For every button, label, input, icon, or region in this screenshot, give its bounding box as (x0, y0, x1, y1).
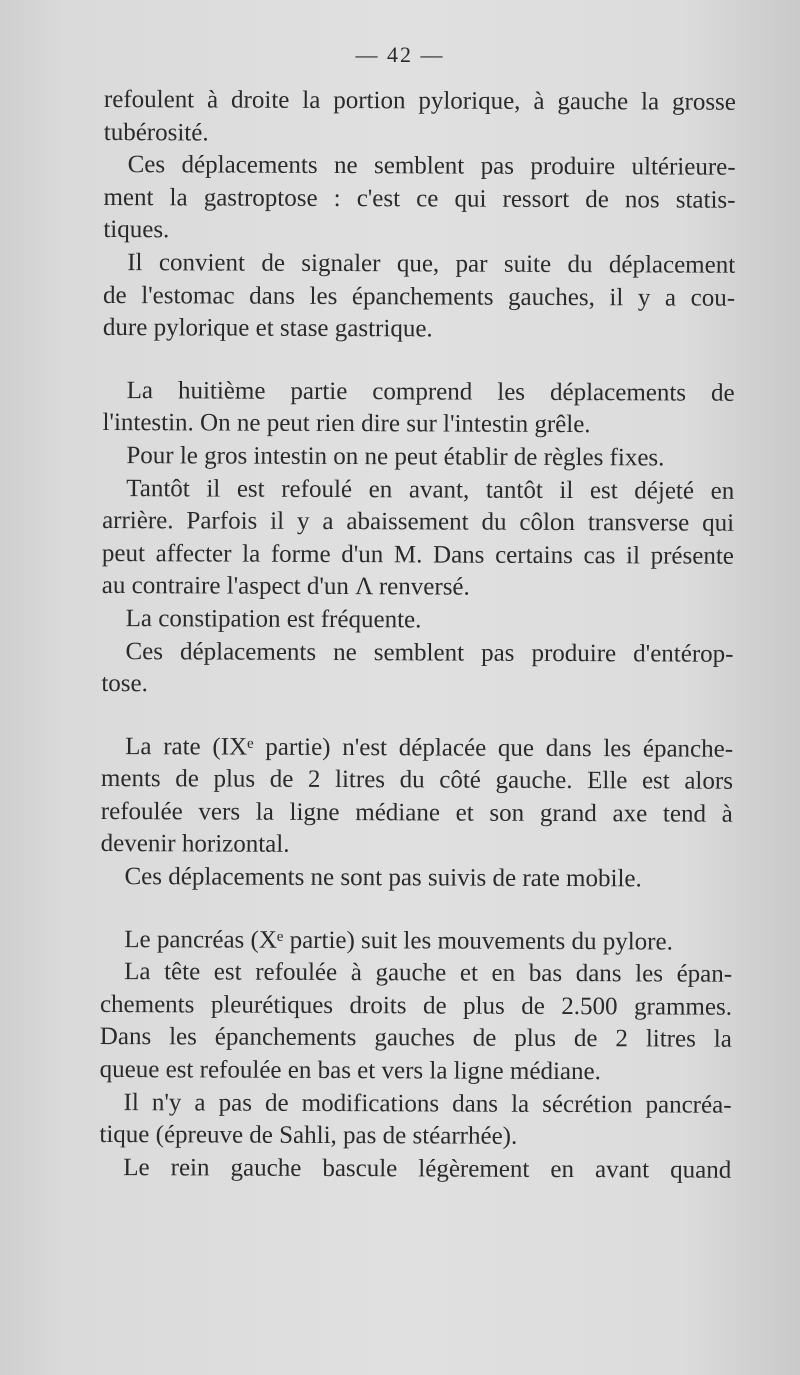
text-line: queue est refoulée en bas et vers la ligne médiane. (99, 1056, 601, 1086)
text-line: peut affecter la forme d'un M. Dans certains cas il présente (101, 539, 735, 570)
text-line: La huitième partie comprend les déplacements de (126, 376, 735, 407)
text-line: refoulée vers la ligne médiane et son grand axe tend à (100, 797, 733, 828)
text-line: Le pancréas (Xᵉ partie) suit les mouvements du pylore. (124, 925, 673, 956)
text-line: chements pleurétiques droits de plus de 2.500 grammes. (99, 990, 733, 1021)
text-line: l'intestin. On ne peut rien dire sur l'intestin grêle. (102, 409, 591, 439)
text-line: Pour le gros intestin on ne peut établir de règles fixes. (126, 442, 665, 472)
text-line: ments de plus de 2 litres du côté gauche. Elle est alors (100, 765, 734, 796)
text-line: tubérosité. (103, 118, 209, 147)
text-line: ment la gastroptose : c'est ce qui ressort de nos statis- (103, 183, 736, 214)
text-line: Dans les épanchements gauches de plus de 2 litres la (99, 1023, 732, 1054)
text-line: dure pylorique et stase gastrique. (102, 314, 433, 343)
text-line: Ces déplacements ne semblent pas produire ultérieure- (127, 151, 736, 181)
section-gap (100, 894, 732, 927)
text-line: Il convient de signaler que, par suite du déplacement (127, 249, 736, 279)
text-line: La tête est refoulée à gauche et en bas dans les épan- (124, 958, 733, 988)
text-line: au contraire l'aspect d'un Λ renversé. (101, 572, 470, 601)
page-number: — 42 — (355, 42, 445, 67)
text-line: tiques. (103, 216, 170, 244)
section-gap (103, 345, 735, 378)
text-line: tique (épreuve de Sahli, pas de stéarrhée). (99, 1121, 518, 1151)
text-line: Ces déplacements ne semblent pas produire d'entérop- (125, 637, 734, 668)
text-line: Il n'y a pas de modifications dans la sécrétion pancréa- (123, 1088, 732, 1119)
text-line: refoulent à droite la portion pylorique, à gauche la grosse (103, 85, 736, 116)
text-line: Le rein gauche bascule légèrement en avant quand (123, 1153, 732, 1184)
text-line: Tantôt il est refoulé en avant, tantôt il est déjeté en (126, 474, 735, 505)
text-line: Ces déplacements ne sont pas suivis de rate mobile. (124, 863, 642, 893)
section-gap (101, 701, 733, 734)
text-line: La constipation est fréquente. (125, 605, 422, 634)
body-text (99, 84, 736, 1187)
text-line: devenir horizontal. (100, 830, 290, 859)
text-line: de l'estomac dans les épanchements gauches, il y a cou- (103, 281, 736, 312)
text-line: arrière. Parfois il y a abaissement du côlon transverse qui (102, 507, 735, 537)
text-line: tose. (101, 670, 148, 698)
text-line: La rate (IXᵉ partie) n'est déplacée que dans les épanche- (125, 732, 734, 763)
